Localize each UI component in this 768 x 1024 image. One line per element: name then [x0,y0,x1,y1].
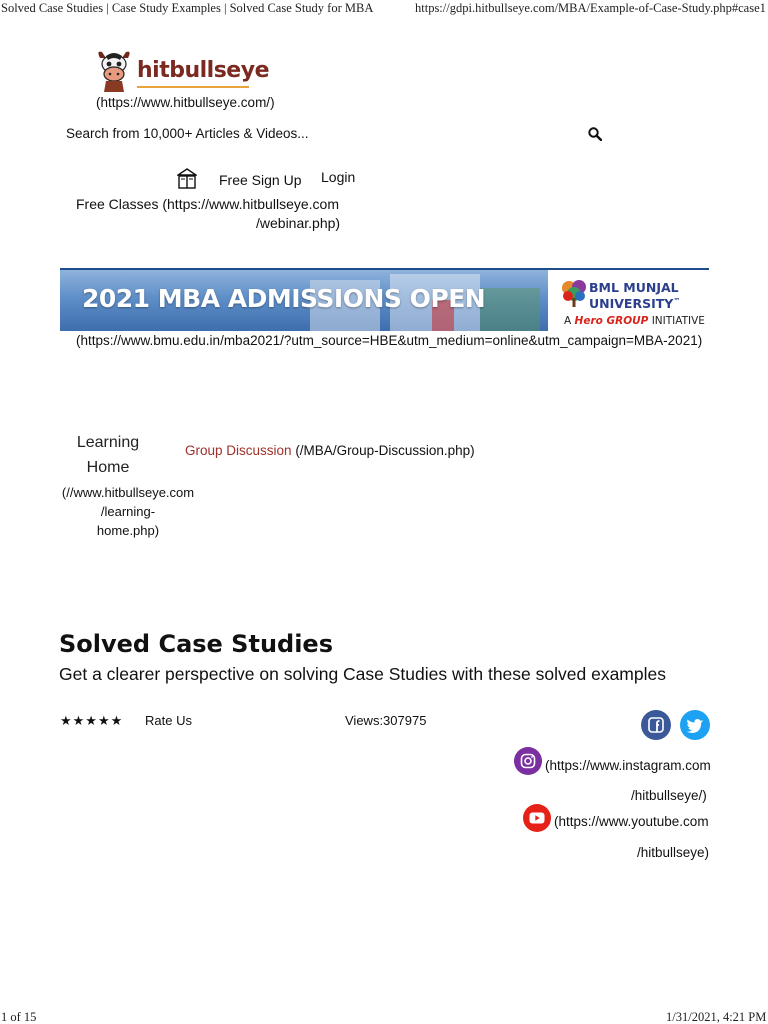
banner-link[interactable]: (https://www.bmu.edu.in/mba2021/?utm_source=HBE&utm_medium=online&utm_campaign=MBA-2021) [76,333,703,348]
views-count: Views:307975 [345,713,427,728]
youtube-link-cont[interactable]: /hitbullseye) [637,845,710,860]
bull-mascot-icon[interactable] [96,48,132,94]
free-classes-link[interactable]: Free Classes (https://www.hitbullseye.com [76,196,339,212]
print-page-number: 1 of 15 [1,1010,37,1024]
bml-name-line2: UNIVERSITY™ [589,296,681,311]
admissions-banner[interactable] [60,268,709,331]
rate-us-label[interactable]: Rate Us [145,713,192,728]
print-timestamp: 1/31/2021, 4:21 PM [666,1010,767,1024]
bml-brand-block [548,270,709,331]
print-page-title: Solved Case Studies | Case Study Examples | Solved Case Study for MBA [1,1,374,15]
youtube-link[interactable]: (https://www.youtube.com [554,814,709,829]
learning-home-link[interactable]: Learning Home [76,434,140,476]
search-input[interactable]: Search from 10,000+ Articles & Videos... [66,126,309,141]
youtube-icon[interactable] [523,804,551,832]
bml-tree-icon [560,278,588,308]
group-discussion-url[interactable]: (/MBA/Group-Discussion.php) [295,443,475,458]
book-icon [177,168,197,190]
star-rating[interactable]: ★★★★★ [60,713,124,728]
instagram-link[interactable]: (https://www.instagram.com [545,758,711,773]
learning-home-url[interactable]: (//www.hitbullseye.com /learning- home.php) [61,485,195,538]
page-subtitle: Get a clearer perspective on solving Case Studies with these solved examples [59,664,666,684]
banner-headline: 2021 MBA ADMISSIONS OPEN [82,284,486,313]
banner-campus-image [60,270,548,331]
login-link[interactable]: Login [321,169,356,185]
search-icon[interactable] [588,127,602,141]
logo-text[interactable]: hitbullseye [137,58,269,83]
instagram-icon[interactable] [514,747,542,775]
breadcrumb-group-discussion[interactable] [185,443,475,458]
twitter-icon[interactable] [680,710,710,740]
facebook-icon[interactable] [641,710,671,740]
group-discussion-link[interactable]: Group Discussion [185,443,292,458]
free-signup-link[interactable]: Free Sign Up [219,172,302,188]
bml-name-line1: BML MUNJAL [589,280,679,295]
print-page-url: https://gdpi.hitbullseye.com/MBA/Example-of-Case-Study.php#case1 [415,1,766,15]
logo-underline [137,86,249,88]
free-classes-link-cont[interactable]: /webinar.php) [256,215,341,231]
bml-tagline: A Hero GROUP INITIATIVE [564,315,705,327]
instagram-link-cont[interactable]: /hitbullseye/) [631,788,707,803]
logo-link[interactable]: (https://www.hitbullseye.com/) [96,95,275,110]
page-title: Solved Case Studies [59,630,333,658]
